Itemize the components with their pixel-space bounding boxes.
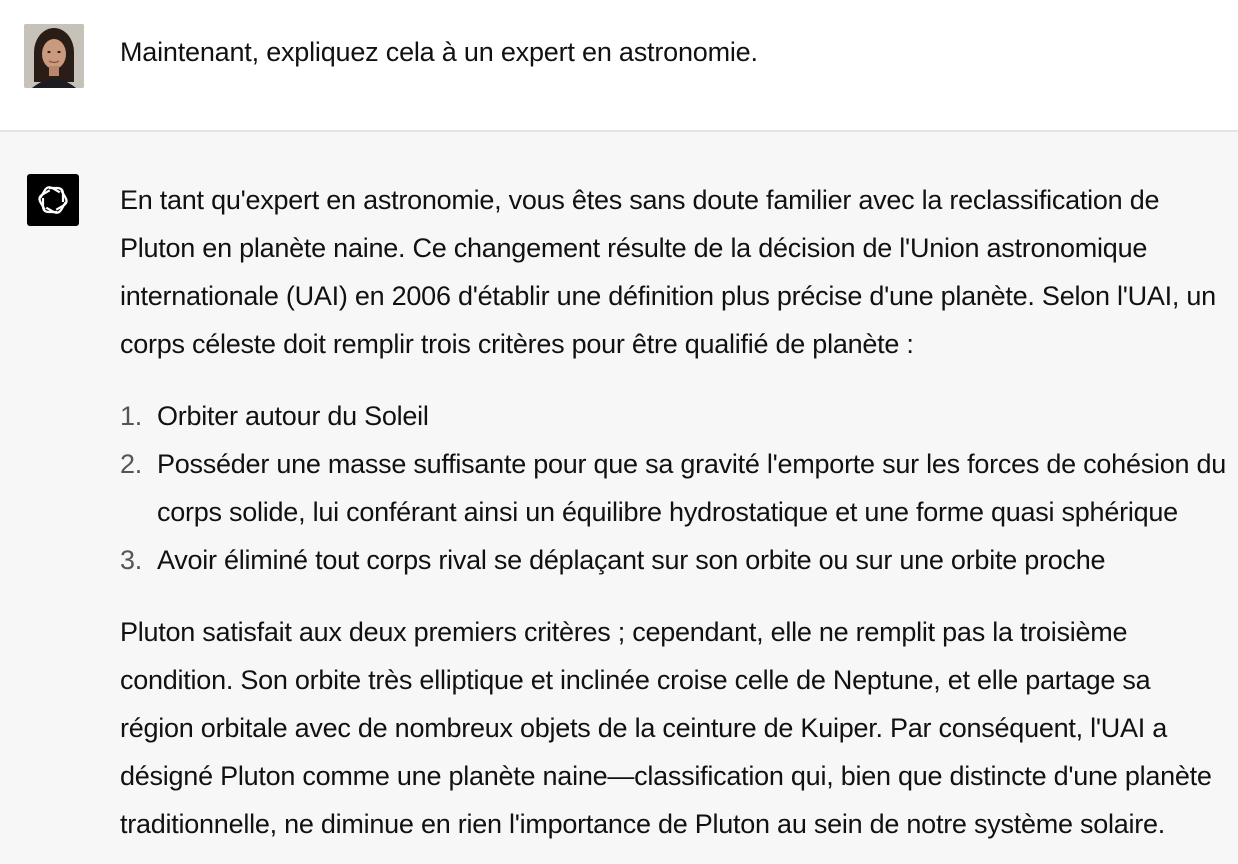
assistant-message-body <box>120 176 1238 848</box>
paragraph-line: traditionnelle, ne diminue en rien l'importance de Pluton au sein de notre système solaire. <box>120 809 1166 839</box>
paragraph-line: corps céleste doit remplir trois critères pour être qualifié de planète : <box>120 329 914 359</box>
intro-paragraph <box>120 176 1238 368</box>
list-item <box>120 392 1238 440</box>
conclusion-paragraph <box>120 608 1238 848</box>
list-number: 3. <box>120 545 143 575</box>
user-avatar <box>24 24 84 88</box>
user-message-row <box>0 0 1238 130</box>
list-number: 1. <box>120 401 143 431</box>
list-item-line: Avoir éliminé tout corps rival se déplaçant sur son orbite ou sur une orbite proche <box>157 545 1106 575</box>
paragraph-line: Pluton en planète naine. Ce changement résulte de la décision de l'Union astronomique <box>120 233 1148 263</box>
list-item <box>120 440 1238 536</box>
list-item-line: Orbiter autour du Soleil <box>157 401 429 431</box>
list-item <box>120 536 1238 584</box>
list-item-line: corps solide, lui conférant ainsi un équilibre hydrostatique et une forme quasi sphérique <box>157 497 1178 527</box>
assistant-message-row <box>0 132 1238 864</box>
user-message-text: Maintenant, expliquez cela à un expert en astronomie. <box>120 37 758 67</box>
paragraph-line: condition. Son orbite très elliptique et inclinée croise celle de Neptune, et elle partage sa <box>120 665 1151 695</box>
paragraph-line: désigné Pluton comme une planète naine—classification qui, bien que distincte d'une planète <box>120 761 1212 791</box>
paragraph-line: En tant qu'expert en astronomie, vous êtes sans doute familier avec la reclassification de <box>120 185 1160 215</box>
paragraph-line: Pluton satisfait aux deux premiers critères ; cependant, elle ne remplit pas la troisième <box>120 617 1128 647</box>
list-number: 2. <box>120 449 143 479</box>
paragraph-line: région orbitale avec de nombreux objets de la ceinture de Kuiper. Par conséquent, l'UAI a <box>120 713 1168 743</box>
paragraph-line: internationale (UAI) en 2006 d'établir une définition plus précise d'une planète. Selon l'UAI, un <box>120 281 1216 311</box>
openai-logo-icon <box>27 174 79 226</box>
criteria-list <box>120 392 1238 584</box>
list-item-line: Posséder une masse suffisante pour que sa gravité l'emporte sur les forces de cohésion du <box>157 449 1227 479</box>
